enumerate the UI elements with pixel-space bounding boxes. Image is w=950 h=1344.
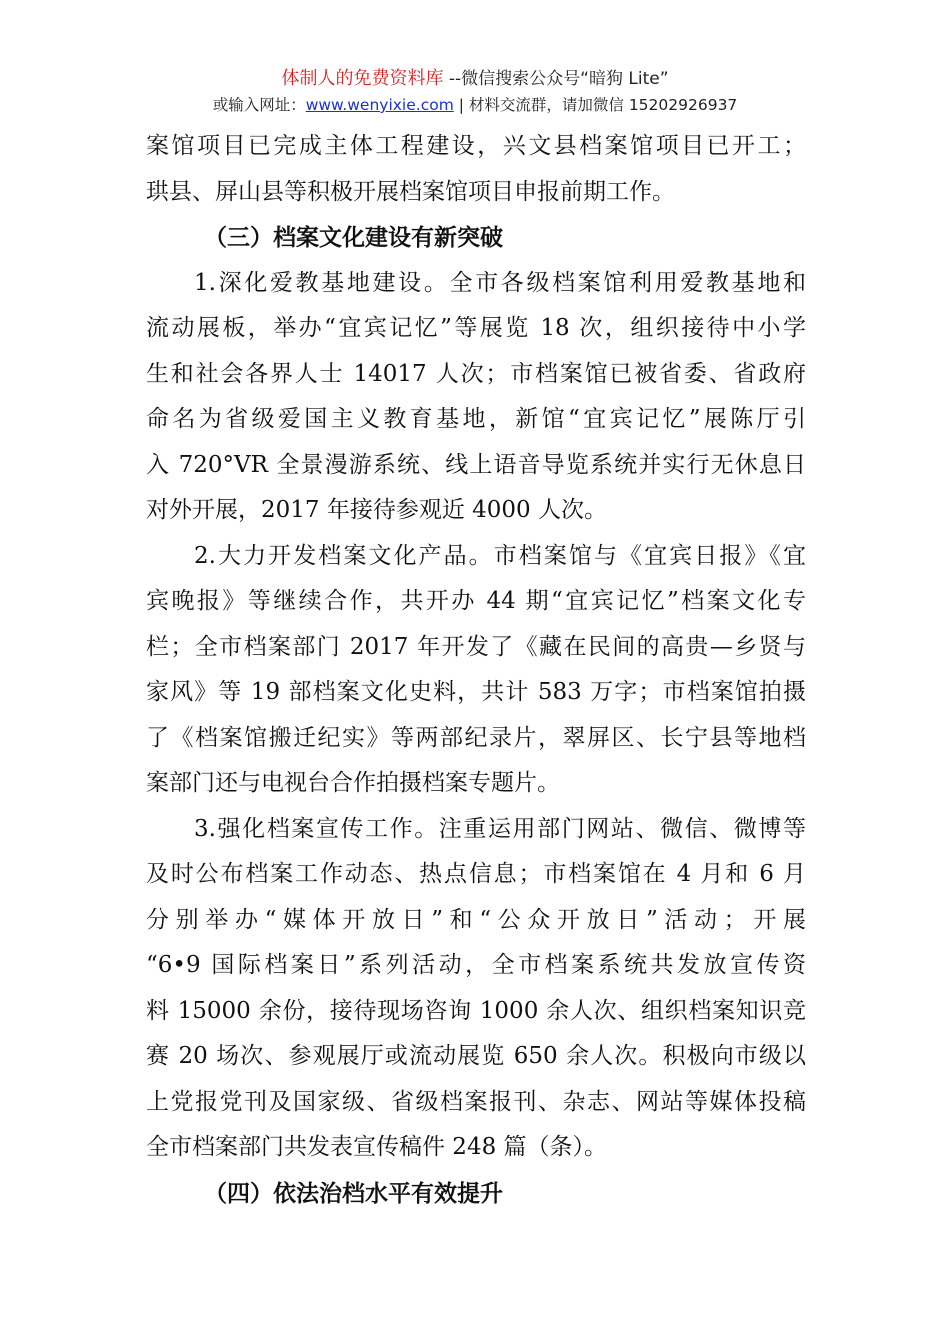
- header-line-2: [0, 92, 950, 118]
- section-heading: （三）档案文化建设有新突破: [204, 224, 503, 251]
- header-tagline: --微信搜索公众号“暗狗 Lite”: [448, 69, 669, 89]
- header-brand: 体制人的免费资料库: [281, 68, 444, 89]
- header-separator: |: [453, 96, 469, 114]
- paragraph-start: 3.强化档案宣传工作。注重运用部门网站、微信、微博等: [194, 815, 806, 842]
- body-line: 宾晚报》等继续合作，共开办 44 期“宜宾记忆”档案文化专: [146, 588, 806, 614]
- paragraph-start: 1.深化爱教基地建设。全市各级档案馆利用爱教基地和: [194, 269, 806, 296]
- body-line: 全市档案部门共发表宣传稿件 248 篇（条）。: [146, 1134, 608, 1160]
- body-line: 生和社会各界人士 14017 人次；市档案馆已被省委、省政府: [146, 360, 806, 387]
- body-line: 对外开展，2017 年接待参观近 4000 人次。: [146, 497, 607, 523]
- section-heading: （四）依法治档水平有效提升: [204, 1179, 503, 1207]
- body-line: 了《档案馆搬迁纪实》等两部纪录片，翠屏区、长宁县等地档: [146, 724, 806, 751]
- body-line: 入 720°VR 全景漫游系统、线上语音导览系统并实行无休息日: [146, 451, 806, 478]
- body-line: 料 15000 余份，接待现场咨询 1000 余人次、组织档案知识竞: [146, 997, 806, 1024]
- header-line-1: [0, 66, 950, 92]
- body-line: 栏；全市档案部门 2017 年开发了《藏在民间的高贵—乡贤与: [146, 633, 806, 660]
- paragraph-start: 2.大力开发档案文化产品。市档案馆与《宜宾日报》《宜: [194, 542, 806, 569]
- body-line: 流动展板，举办“宜宾记忆”等展览 18 次，组织接待中小学: [146, 315, 806, 341]
- page-header: [0, 66, 950, 118]
- body-line: 上党报党刊及国家级、省级档案报刊、杂志、网站等媒体投稿: [146, 1088, 806, 1115]
- header-contact: 材料交流群，请加微信 15202926937: [468, 96, 738, 114]
- body-line: 珙县、屏山县等积极开展档案馆项目申报前期工作。: [146, 178, 675, 205]
- body-line: 命名为省级爱国主义教育基地，新馆“宜宾记忆”展陈厅引: [146, 406, 806, 432]
- body-line: 赛 20 场次、参观展厅或流动展览 650 余人次。积极向市级以: [146, 1043, 806, 1069]
- body-line: 分别举办“媒体开放日”和“公众开放日”活动；开展: [146, 906, 806, 933]
- body-line: 案馆项目已完成主体工程建设，兴文县档案馆项目已开工；: [146, 133, 806, 159]
- header-url-prefix: 或输入网址：: [212, 96, 306, 114]
- body-line: 及时公布档案工作动态、热点信息；市档案馆在 4 月和 6 月: [146, 861, 806, 887]
- body-line: 案部门还与电视台合作拍摄档案专题片。: [146, 770, 560, 796]
- document-body: [146, 124, 806, 1216]
- header-url-link[interactable]: www.wenyixie.com: [305, 96, 454, 114]
- body-line: “6•9 国际档案日”系列活动，全市档案系统共发放宣传资: [146, 952, 806, 978]
- body-line: 家风》等 19 部档案文化史料，共计 583 万字；市档案馆拍摄: [146, 679, 806, 705]
